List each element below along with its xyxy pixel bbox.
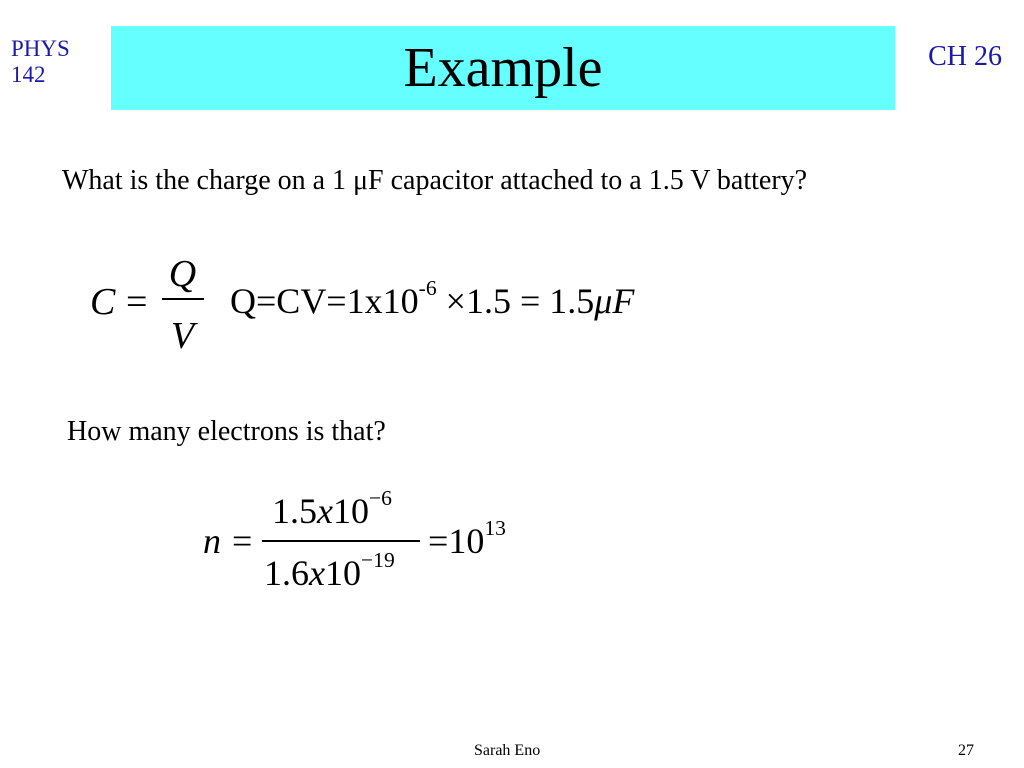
course-number: 142 bbox=[11, 62, 46, 87]
eq2-fraction-bar bbox=[262, 540, 420, 542]
course-label bbox=[11, 36, 70, 88]
course-code: PHYS bbox=[11, 36, 70, 61]
eq1-expr-exponent: -6 bbox=[418, 275, 437, 300]
eq2-equals: = bbox=[232, 521, 253, 561]
eq1-expr-prefix: Q=CV=1x10 bbox=[230, 281, 419, 321]
eq1-equals2: = bbox=[519, 281, 541, 321]
question2-text: How many electrons is that? bbox=[67, 416, 386, 447]
eq2-den-x: x bbox=[309, 553, 325, 593]
chapter-label: CH 26 bbox=[928, 41, 1002, 72]
eq1-equals: = bbox=[126, 281, 148, 323]
eq1-lhs: C bbox=[90, 281, 116, 323]
eq2-lhs: n bbox=[203, 521, 221, 561]
page-number: 27 bbox=[958, 742, 974, 759]
eq1-denominator: V bbox=[170, 315, 195, 357]
eq1-result: 1.5 bbox=[549, 281, 595, 321]
title-banner bbox=[111, 26, 895, 110]
eq2-result bbox=[428, 515, 506, 562]
eq1-expression bbox=[230, 275, 635, 322]
eq2-denominator bbox=[264, 547, 395, 594]
eq1-unit: μF bbox=[594, 281, 635, 321]
eq2-num-exponent: −6 bbox=[368, 485, 392, 510]
eq2-num-base: 10 bbox=[332, 491, 369, 531]
slide-title: Example bbox=[403, 37, 603, 99]
eq2-equals2: = bbox=[428, 521, 449, 561]
eq1-fraction-bar bbox=[162, 298, 204, 300]
question-text: What is the charge on a 1 μF capacitor attached to a 1.5 V battery? bbox=[62, 165, 808, 196]
eq2-result-base: 10 bbox=[448, 521, 485, 561]
eq2-num-mantissa: 1.5 bbox=[272, 491, 317, 531]
eq2-den-exponent: −19 bbox=[360, 547, 395, 572]
footer-author: Sarah Eno bbox=[474, 742, 541, 759]
eq2-num-x: x bbox=[317, 491, 333, 531]
eq1-numerator: Q bbox=[168, 253, 197, 295]
eq2-den-mantissa: 1.6 bbox=[264, 553, 309, 593]
eq1-mid: 1.5 bbox=[465, 281, 511, 321]
eq1-times: × bbox=[445, 281, 466, 321]
eq2-den-base: 10 bbox=[324, 553, 361, 593]
eq2-result-exponent: 13 bbox=[484, 515, 506, 540]
eq2-numerator bbox=[272, 485, 392, 532]
